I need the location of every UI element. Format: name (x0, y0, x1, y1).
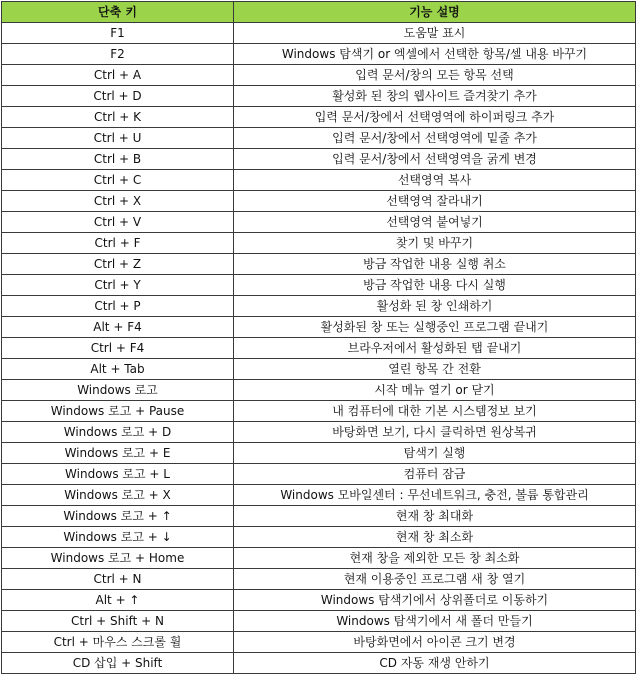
table-row (2, 590, 636, 611)
shortcut-key-cell: Ctrl + F4 (2, 338, 234, 359)
function-description-cell: 현재 창을 제외한 모든 창 최소화 (234, 548, 636, 569)
function-description-cell: 내 컴퓨터에 대한 기본 시스템정보 보기 (234, 401, 636, 422)
shortcut-key-cell: Ctrl + A (2, 65, 234, 86)
function-description-cell: CD 자동 재생 안하기 (234, 653, 636, 674)
function-description-cell: 선택영역 복사 (234, 170, 636, 191)
function-description-cell: 방금 작업한 내용 다시 실행 (234, 275, 636, 296)
table-row (2, 422, 636, 443)
shortcut-key-cell: Ctrl + F (2, 233, 234, 254)
table-row (2, 359, 636, 380)
shortcut-key-cell: Ctrl + U (2, 128, 234, 149)
table-row (2, 275, 636, 296)
table-row (2, 527, 636, 548)
table-row (2, 212, 636, 233)
table-row (2, 254, 636, 275)
header-shortcut-key: 단축 키 (2, 2, 234, 23)
function-description-cell: 방금 작업한 내용 실행 취소 (234, 254, 636, 275)
shortcut-key-cell: Windows 로고 + D (2, 422, 234, 443)
shortcut-key-cell: Ctrl + X (2, 191, 234, 212)
function-description-cell: Windows 탐색기에서 상위폴더로 이동하기 (234, 590, 636, 611)
function-description-cell: Windows 탐색기 or 엑셀에서 선택한 항목/셀 내용 바꾸기 (234, 44, 636, 65)
table-row (2, 65, 636, 86)
table-row (2, 170, 636, 191)
function-description-cell: 컴퓨터 잠금 (234, 464, 636, 485)
table-row (2, 401, 636, 422)
table-row (2, 128, 636, 149)
shortcut-key-cell: Alt + F4 (2, 317, 234, 338)
table-row (2, 632, 636, 653)
function-description-cell: 바탕화면 보기, 다시 클릭하면 원상복귀 (234, 422, 636, 443)
table-row (2, 548, 636, 569)
shortcut-table (1, 1, 636, 674)
function-description-cell: 도움말 표시 (234, 23, 636, 44)
table-row (2, 23, 636, 44)
function-description-cell: Windows 탐색기에서 새 폴더 만들기 (234, 611, 636, 632)
header-function-description: 기능 설명 (234, 2, 636, 23)
shortcut-key-cell: Ctrl + Z (2, 254, 234, 275)
shortcut-key-cell: Windows 로고 + ↓ (2, 527, 234, 548)
shortcut-key-cell: Ctrl + 마우스 스크롤 휠 (2, 632, 234, 653)
shortcut-key-cell: CD 삽입 + Shift (2, 653, 234, 674)
function-description-cell: 현재 창 최대화 (234, 506, 636, 527)
table-row (2, 149, 636, 170)
table-row (2, 296, 636, 317)
function-description-cell: Windows 모바일센터 : 무선네트워크, 충전, 볼륨 통합관리 (234, 485, 636, 506)
table-row (2, 464, 636, 485)
shortcut-key-cell: Ctrl + N (2, 569, 234, 590)
table-row (2, 233, 636, 254)
shortcut-key-cell: Windows 로고 + Home (2, 548, 234, 569)
shortcut-key-cell: Windows 로고 (2, 380, 234, 401)
table-row (2, 485, 636, 506)
table-row (2, 191, 636, 212)
table-row (2, 107, 636, 128)
shortcut-key-cell: Ctrl + V (2, 212, 234, 233)
table-row (2, 443, 636, 464)
function-description-cell: 바탕화면에서 아이콘 크기 변경 (234, 632, 636, 653)
table-body (2, 23, 636, 674)
table-row (2, 338, 636, 359)
shortcut-key-cell: Windows 로고 + L (2, 464, 234, 485)
shortcut-key-cell: Ctrl + K (2, 107, 234, 128)
table-row (2, 380, 636, 401)
shortcut-key-cell: F1 (2, 23, 234, 44)
shortcut-key-cell: F2 (2, 44, 234, 65)
function-description-cell: 브라우저에서 활성화된 탭 끝내기 (234, 338, 636, 359)
table-row (2, 506, 636, 527)
table-row (2, 44, 636, 65)
shortcut-key-cell: Ctrl + C (2, 170, 234, 191)
shortcut-key-cell: Windows 로고 + Pause (2, 401, 234, 422)
shortcut-key-cell: Alt + ↑ (2, 590, 234, 611)
function-description-cell: 탐색기 실행 (234, 443, 636, 464)
table-header-row (2, 2, 636, 23)
shortcut-key-cell: Ctrl + B (2, 149, 234, 170)
shortcut-key-cell: Ctrl + Shift + N (2, 611, 234, 632)
shortcut-key-cell: Windows 로고 + ↑ (2, 506, 234, 527)
table-row (2, 317, 636, 338)
function-description-cell: 열린 항목 간 전환 (234, 359, 636, 380)
function-description-cell: 활성화 된 창의 웹사이트 즐겨찾기 추가 (234, 86, 636, 107)
function-description-cell: 활성화 된 창 인쇄하기 (234, 296, 636, 317)
function-description-cell: 입력 문서/창에서 선택영역에 하이퍼링크 추가 (234, 107, 636, 128)
function-description-cell: 활성화된 창 또는 실행중인 프로그램 끝내기 (234, 317, 636, 338)
function-description-cell: 선택영역 잘라내기 (234, 191, 636, 212)
table-row (2, 86, 636, 107)
table-row (2, 569, 636, 590)
shortcut-key-cell: Windows 로고 + E (2, 443, 234, 464)
shortcut-key-cell: Windows 로고 + X (2, 485, 234, 506)
shortcut-key-cell: Ctrl + P (2, 296, 234, 317)
table-row (2, 611, 636, 632)
function-description-cell: 찾기 및 바꾸기 (234, 233, 636, 254)
function-description-cell: 현재 이용중인 프로그램 새 창 열기 (234, 569, 636, 590)
shortcut-key-cell: Ctrl + D (2, 86, 234, 107)
shortcut-key-cell: Ctrl + Y (2, 275, 234, 296)
function-description-cell: 입력 문서/창에서 선택영역을 굵게 변경 (234, 149, 636, 170)
function-description-cell: 입력 문서/창의 모든 항목 선택 (234, 65, 636, 86)
function-description-cell: 입력 문서/창에서 선택영역에 밑줄 추가 (234, 128, 636, 149)
table-row (2, 653, 636, 674)
function-description-cell: 시작 메뉴 열기 or 닫기 (234, 380, 636, 401)
function-description-cell: 현재 창 최소화 (234, 527, 636, 548)
shortcut-key-cell: Alt + Tab (2, 359, 234, 380)
function-description-cell: 선택영역 붙여넣기 (234, 212, 636, 233)
